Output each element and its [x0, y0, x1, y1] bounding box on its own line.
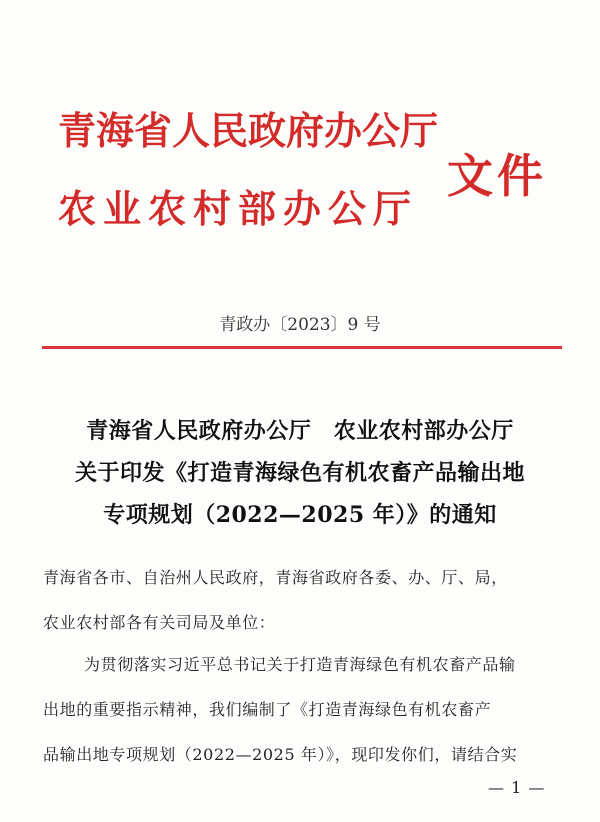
issuer-name-qinghai: 青海省人民政府办公厅: [58, 108, 439, 153]
document-number: 青政办〔2023〕9 号: [219, 315, 381, 335]
document-title-line-3: 专项规划（2022—2025 年）》的通知: [103, 502, 497, 528]
issuer-name-moa: 农业农村部办公厅: [58, 186, 419, 231]
body-paragraph-line-2: 出地的重要指示精神，我们编制了《打造青海绿色有机农畜产: [43, 700, 492, 719]
body-paragraph-line-1: 为贯彻落实习近平总书记关于打造青海绿色有机农畜产品输: [84, 655, 516, 674]
body-paragraph-line-3: 品输出地专项规划（2022—2025 年）》，现印发你们，请结合实: [43, 745, 518, 764]
page-number: — 1 —: [488, 778, 546, 797]
red-separator-line: [42, 346, 562, 349]
document-kind-label: 文件: [447, 149, 547, 203]
recipients-line-2: 农业农村部各有关司局及单位：: [43, 613, 276, 632]
document-title-line-2: 关于印发《打造青海绿色有机农畜产品输出地: [74, 460, 525, 486]
recipients-line-1: 青海省各市、自治州人民政府，青海省政府各委、办、厅、局，: [43, 568, 508, 587]
document-title-line-1: 青海省人民政府办公厅 农业农村部办公厅: [86, 418, 514, 444]
